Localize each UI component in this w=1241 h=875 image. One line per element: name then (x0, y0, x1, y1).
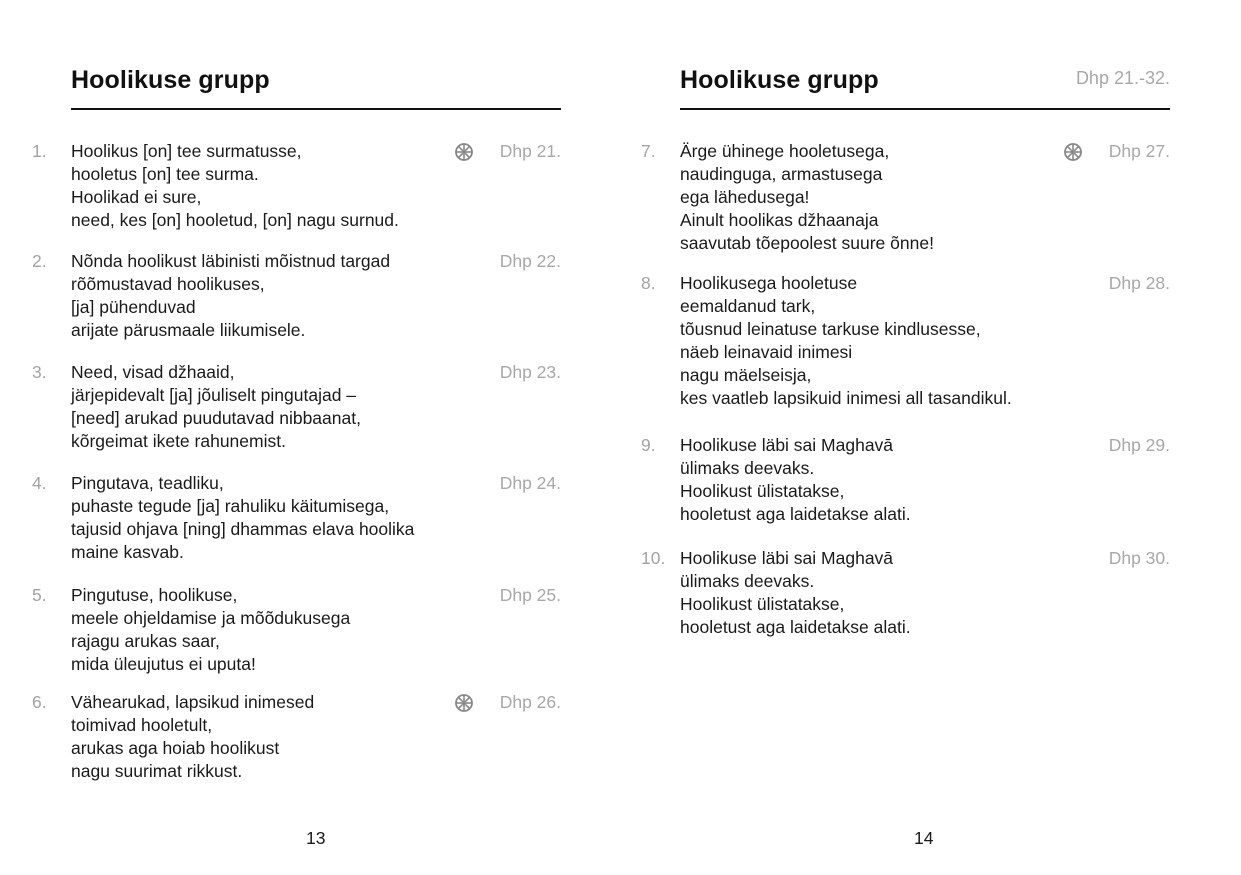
verse-line: mida üleujutus ei uputa! (71, 654, 256, 674)
page-title: Hoolikuse grupp (71, 66, 270, 94)
verse-line: Hoolikuse läbi sai Maghavā (680, 548, 894, 568)
verse-line: kõrgeimat ikete rahunemist. (71, 431, 286, 451)
verse-number: 6. (32, 692, 47, 712)
verse-line: tõusnud leinatuse tarkuse kindlusesse, (680, 319, 981, 339)
dhammapada-reference: Dhp 28. (1108, 273, 1170, 293)
dhammapada-reference: Dhp 21. (499, 141, 561, 161)
dhammapada-reference: Dhp 30. (1108, 548, 1170, 568)
verse-number: 3. (32, 362, 47, 382)
dhammapada-reference: Dhp 22. (499, 251, 561, 271)
verse-number: 8. (641, 273, 656, 293)
verse-line: rõõmustavad hoolikuses, (71, 274, 265, 294)
verse-line: eemaldanud tark, (680, 296, 816, 316)
verse-text (71, 140, 399, 232)
verse-line: järjepidevalt [ja] jõuliselt pingutajad – (71, 385, 357, 405)
verse-line: hooletus [on] tee surma. (71, 164, 259, 184)
verse-line: kes vaatleb lapsikuid inimesi all tasandikul. (680, 388, 1012, 408)
verse-line: Nõnda hoolikust läbinisti mõistnud targad (71, 251, 391, 271)
dhammapada-reference: Dhp 29. (1108, 435, 1170, 455)
verse-line: maine kasvab. (71, 542, 184, 562)
verse-line: tajusid ohjava [ning] dhammas elava hoolika (71, 519, 415, 539)
verse-line: puhaste tegude [ja] rahuliku käitumisega, (71, 496, 390, 516)
verse-line: nagu mäelseisja, (680, 365, 812, 385)
verse-line: hooletust aga laidetakse alati. (680, 504, 911, 524)
verse-text (680, 547, 911, 639)
verse-number: 5. (32, 585, 47, 605)
page-title: Hoolikuse grupp (680, 66, 879, 94)
dhammapada-reference: Dhp 24. (499, 473, 561, 493)
verse-line: Hoolikad ei sure, (71, 187, 202, 207)
verse-number: 2. (32, 251, 47, 271)
verse-number: 10. (641, 548, 666, 568)
dharma-wheel-icon (1063, 142, 1083, 162)
verse-line: saavutab tõepoolest suure õnne! (680, 233, 934, 253)
header-reference: Dhp 21.-32. (1075, 68, 1170, 88)
page-number: 14 (914, 828, 934, 848)
verse-line: hooletust aga laidetakse alati. (680, 617, 911, 637)
dhammapada-reference: Dhp 23. (499, 362, 561, 382)
verse-line: arijate pärusmaale liikumisele. (71, 320, 306, 340)
verse-line: naudinguga, armastusega (680, 164, 883, 184)
dhammapada-reference: Dhp 26. (499, 692, 561, 712)
left-page-header (71, 62, 561, 110)
verse-text (71, 584, 350, 676)
verse-number: 1. (32, 141, 47, 161)
verse-line: nagu suurimat rikkust. (71, 761, 243, 781)
verse-line: Ainult hoolikas džhaanaja (680, 210, 879, 230)
verse-line: Hoolikus [on] tee surmatusse, (71, 141, 302, 161)
verse-line: näeb leinavaid inimesi (680, 342, 853, 362)
verse-text (71, 250, 390, 342)
verse-text (680, 272, 1012, 410)
verse-line: Ärge ühinege hooletusega, (680, 141, 890, 161)
page-number: 13 (306, 828, 326, 848)
right-page-header (680, 62, 1170, 110)
left-page (30, 0, 590, 875)
dhammapada-reference: Dhp 27. (1108, 141, 1170, 161)
verse-line: ülimaks deevaks. (680, 571, 815, 591)
verse-line: rajagu arukas saar, (71, 631, 220, 651)
verse-line: ülimaks deevaks. (680, 458, 815, 478)
verse-line: meele ohjeldamise ja mõõdukusega (71, 608, 351, 628)
verse-text (71, 361, 361, 453)
verse-line: Pingutuse, hoolikuse, (71, 585, 238, 605)
verse-line: Vähearukad, lapsikud inimesed (71, 692, 315, 712)
verse-line: Hoolikusega hooletuse (680, 273, 858, 293)
dharma-wheel-icon (454, 693, 474, 713)
verse-number: 7. (641, 141, 656, 161)
verse-line: [need] arukad puudutavad nibbaanat, (71, 408, 361, 428)
verse-line: [ja] pühenduvad (71, 297, 196, 317)
verse-line: toimivad hooletult, (71, 715, 213, 735)
verse-number: 4. (32, 473, 47, 493)
dhammapada-reference: Dhp 25. (499, 585, 561, 605)
verse-line: Need, visad džhaaid, (71, 362, 235, 382)
verse-line: Hoolikust ülistatakse, (680, 594, 845, 614)
right-page (639, 0, 1199, 875)
verse-line: ega lähedusega! (680, 187, 810, 207)
verse-line: Pingutava, teadliku, (71, 473, 224, 493)
verse-number: 9. (641, 435, 656, 455)
verse-text (71, 691, 314, 783)
verse-text (71, 472, 414, 564)
verse-text (680, 140, 934, 255)
verse-line: Hoolikust ülistatakse, (680, 481, 845, 501)
verse-line: need, kes [on] hooletud, [on] nagu surnud. (71, 210, 399, 230)
verse-line: arukas aga hoiab hoolikust (71, 738, 280, 758)
dharma-wheel-icon (454, 142, 474, 162)
verse-text (680, 434, 911, 526)
verse-line: Hoolikuse läbi sai Maghavā (680, 435, 894, 455)
